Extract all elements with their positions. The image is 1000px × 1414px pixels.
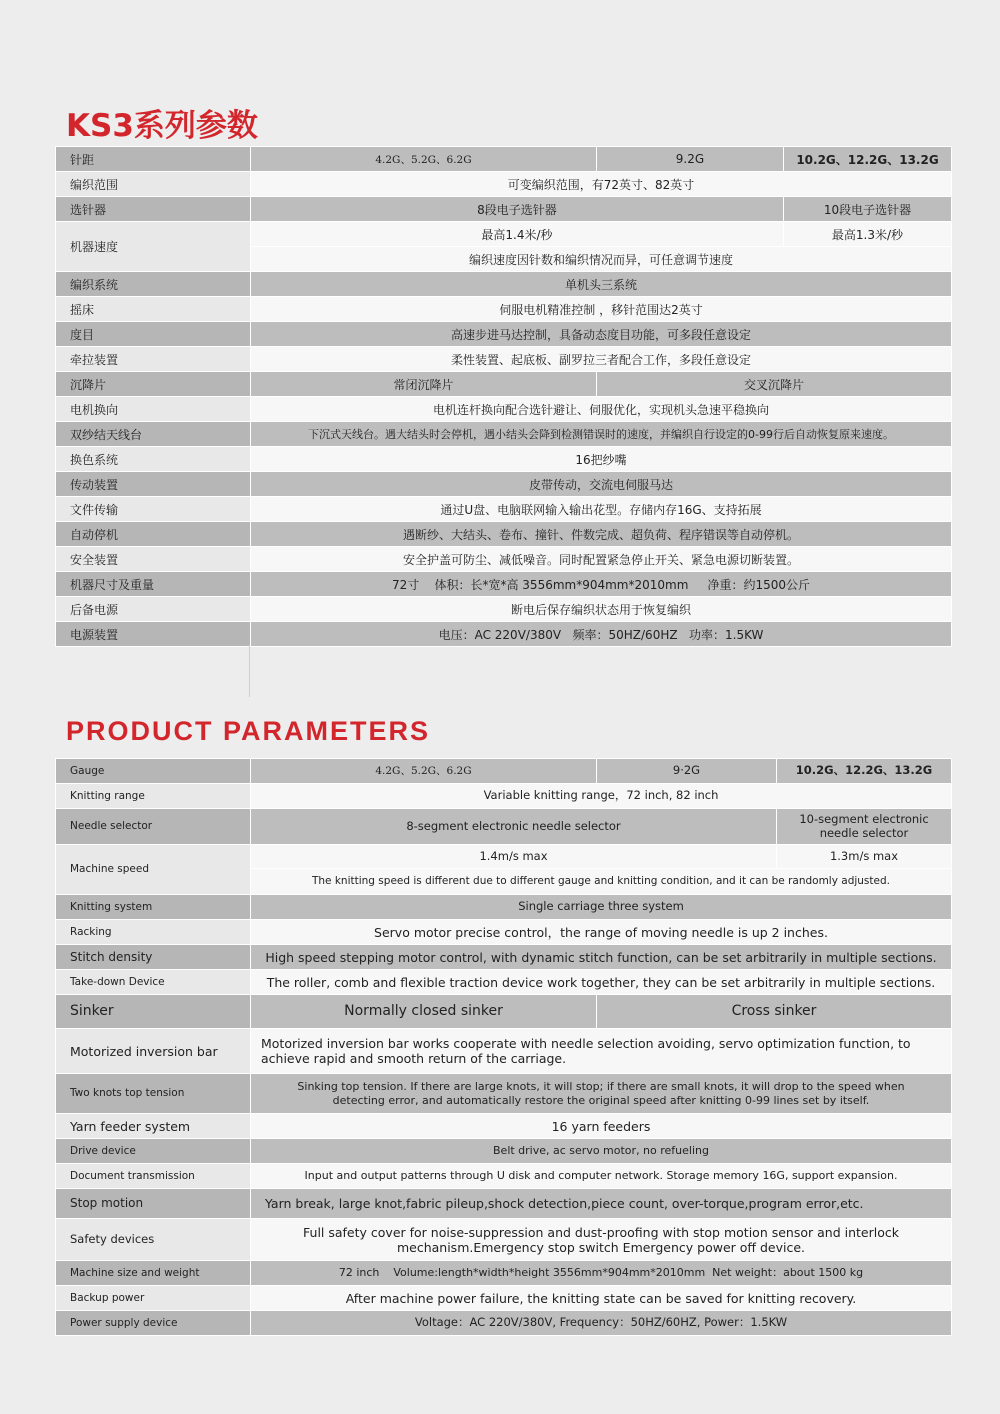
table-row: [56, 197, 952, 222]
cell: 安全护盖可防尘、减低噪音。同时配置紧急停止开关、紧急电源切断装置。: [251, 547, 952, 572]
table-row: [56, 297, 952, 322]
row-label: 编织范围: [56, 172, 251, 197]
table-row: [56, 845, 952, 869]
row-label: 沉降片: [56, 372, 251, 397]
page-title-cn: KS3系列参数: [66, 108, 258, 144]
row-label: 度目: [56, 322, 251, 347]
table-row: [56, 372, 952, 397]
cell: The roller, comb and flexible traction device work together, they can be set arbitrarily in multiple sections.: [251, 970, 952, 995]
cell: Variable knitting range，72 inch, 82 inch: [251, 784, 952, 809]
cell: Sinking top tension. If there are large knots, it will stop; if there are small knots, it will drop to the speed when detecting error, and automatically restore the original speed after knitting 0-99 lines set by itself.: [251, 1074, 952, 1114]
row-label: Stop motion: [56, 1189, 251, 1219]
row-label: Motorized inversion bar: [56, 1029, 251, 1074]
row-label: Machine size and weight: [56, 1261, 251, 1286]
table-row: [56, 547, 952, 572]
row-label: Document transmission: [56, 1164, 251, 1189]
cell: Yarn break, large knot,fabric pileup,shock detection,piece count, over-torque,program error,etc.: [251, 1189, 952, 1219]
table-row: [56, 497, 952, 522]
table-row: [56, 759, 952, 784]
cell: 柔性装置、起底板、副罗拉三者配合工作，多段任意设定: [251, 347, 952, 372]
cell: 最高1.3米/秒: [784, 222, 952, 247]
row-label: Stitch density: [56, 945, 251, 970]
row-label: 后备电源: [56, 597, 251, 622]
row-label: 文件传输: [56, 497, 251, 522]
table-row: [56, 1219, 952, 1261]
row-label: Sinker: [56, 995, 251, 1029]
row-label: Racking: [56, 920, 251, 945]
cell: 16 yarn feeders: [251, 1114, 952, 1139]
cell: 9·2G: [597, 759, 777, 784]
row-label: 牵拉装置: [56, 347, 251, 372]
cell: Belt drive, ac servo motor, no refueling: [251, 1139, 952, 1164]
row-label: Power supply device: [56, 1311, 251, 1336]
row-label: 电机换向: [56, 397, 251, 422]
row-label: Yarn feeder system: [56, 1114, 251, 1139]
cell: 4.2G、5.2G、6.2G: [251, 759, 597, 784]
en-spec-table: [55, 758, 952, 1336]
table-row: [56, 147, 952, 172]
table-row: [56, 447, 952, 472]
cell: 交叉沉降片: [597, 372, 952, 397]
table-row: [56, 895, 952, 920]
cell: 通过U盘、电脑联网输入输出花型。存储内存16G、支持拓展: [251, 497, 952, 522]
row-label: 传动装置: [56, 472, 251, 497]
cell: The knitting speed is different due to different gauge and knitting condition, and it can be randomly adjusted.: [251, 869, 952, 895]
cell: 9.2G: [597, 147, 784, 172]
cell: 断电后保存编织状态用于恢复编织: [251, 597, 952, 622]
table-row: [56, 1311, 952, 1336]
row-label: 选针器: [56, 197, 251, 222]
table-row: [56, 272, 952, 297]
cell: 编织速度因针数和编织情况而异，可任意调节速度: [251, 247, 952, 272]
cell: 1.4m/s max: [251, 845, 777, 869]
table-row: [56, 1074, 952, 1114]
cell: 8-segment electronic needle selector: [251, 809, 777, 845]
cell: 遇断纱、大结头、卷布、撞针、件数完成、超负荷、程序错误等自动停机。: [251, 522, 952, 547]
table-row: [56, 1164, 952, 1189]
cell: 4.2G、5.2G、6.2G: [251, 147, 597, 172]
cell: 下沉式天线台。遇大结头时会停机，遇小结头会降到检测错误时的速度，并编织自行设定的0-99行后自动恢复原来速度。: [251, 422, 952, 447]
cell: 电压：AC 220V/380V 频率：50HZ/60HZ 功率：1.5KW: [251, 622, 952, 647]
cell: Normally closed sinker: [251, 995, 597, 1029]
row-label: 机器尺寸及重量: [56, 572, 251, 597]
cell: 常闭沉降片: [251, 372, 597, 397]
cell: After machine power failure, the knitting state can be saved for knitting recovery.: [251, 1286, 952, 1311]
cell: 电机连杆换向配合选针避让、伺服优化，实现机头急速平稳换向: [251, 397, 952, 422]
divider: [249, 645, 250, 697]
cell: 伺服电机精准控制 ，移针范围达2英寸: [251, 297, 952, 322]
cell: 高速步进马达控制，具备动态度目功能，可多段任意设定: [251, 322, 952, 347]
row-label: 换色系统: [56, 447, 251, 472]
table-row: [56, 1139, 952, 1164]
table-row: [56, 322, 952, 347]
row-label: Backup power: [56, 1286, 251, 1311]
row-label: 电源装置: [56, 622, 251, 647]
table-row: [56, 597, 952, 622]
row-label: Safety devices: [56, 1219, 251, 1261]
cell: 10.2G、12.2G、13.2G: [777, 759, 952, 784]
table-row: [56, 522, 952, 547]
cell: Motorized inversion bar works cooperate with needle selection avoiding, servo optimization function, to achieve rapid and smooth return of the carriage.: [251, 1029, 952, 1074]
cell: Cross sinker: [597, 995, 952, 1029]
row-label: 双纱结天线台: [56, 422, 251, 447]
cell: 1.3m/s max: [777, 845, 952, 869]
table-row: [56, 970, 952, 995]
cell: 皮带传动，交流电伺服马达: [251, 472, 952, 497]
row-label: Machine speed: [56, 845, 251, 895]
cell: Full safety cover for noise-suppression and dust-proofing with stop motion sensor and interlock mechanism.Emergency stop switch Emergency power off device.: [251, 1219, 952, 1261]
cell: 72寸 体积：长*宽*高 3556mm*904mm*2010mm 净重：约1500公斤: [251, 572, 952, 597]
table-row: [56, 1029, 952, 1074]
cell: 10-segment electronic needle selector: [777, 809, 952, 845]
row-label: 自动停机: [56, 522, 251, 547]
row-label: 摇床: [56, 297, 251, 322]
table-row: [56, 995, 952, 1029]
table-row: [56, 172, 952, 197]
table-row: [56, 1286, 952, 1311]
table-row: [56, 784, 952, 809]
table-row: [56, 1261, 952, 1286]
row-label: 安全装置: [56, 547, 251, 572]
cell: 8段电子选针器: [251, 197, 784, 222]
cell: 可变编织范围，有72英寸、82英寸: [251, 172, 952, 197]
row-label: Knitting system: [56, 895, 251, 920]
table-row: [56, 945, 952, 970]
cell: 最高1.4米/秒: [251, 222, 784, 247]
table-row: [56, 1114, 952, 1139]
table-row: [56, 347, 952, 372]
row-label: 编织系统: [56, 272, 251, 297]
row-label: Gauge: [56, 759, 251, 784]
table-row: [56, 397, 952, 422]
cn-spec-table: [55, 146, 952, 647]
table-row: [56, 472, 952, 497]
table-row: [56, 222, 952, 247]
table-row: [56, 1189, 952, 1219]
page-title-en: PRODUCT PARAMETERS: [66, 716, 431, 746]
cell: 10段电子选针器: [784, 197, 952, 222]
table-row: [56, 809, 952, 845]
cell: Input and output patterns through U disk and computer network. Storage memory 16G, support expansion.: [251, 1164, 952, 1189]
row-label: Knitting range: [56, 784, 251, 809]
cell: 10.2G、12.2G、13.2G: [784, 147, 952, 172]
cell: Single carriage three system: [251, 895, 952, 920]
table-row: [56, 622, 952, 647]
cell: 16把纱嘴: [251, 447, 952, 472]
cell: Servo motor precise control，the range of moving needle is up 2 inches.: [251, 920, 952, 945]
row-label: 机器速度: [56, 222, 251, 272]
table-row: [56, 920, 952, 945]
row-label: Take-down Device: [56, 970, 251, 995]
cell: Voltage：AC 220V/380V, Frequency：50HZ/60HZ, Power：1.5KW: [251, 1311, 952, 1336]
cell: 72 inch Volume:length*width*height 3556mm*904mm*2010mm Net weight：about 1500 kg: [251, 1261, 952, 1286]
row-label: Two knots top tension: [56, 1074, 251, 1114]
table-row: [56, 572, 952, 597]
cell: 单机头三系统: [251, 272, 952, 297]
cell: High speed stepping motor control, with dynamic stitch function, can be set arbitrarily in multiple sections.: [251, 945, 952, 970]
row-label: 针距: [56, 147, 251, 172]
row-label: Needle selector: [56, 809, 251, 845]
table-row: [56, 422, 952, 447]
row-label: Drive device: [56, 1139, 251, 1164]
